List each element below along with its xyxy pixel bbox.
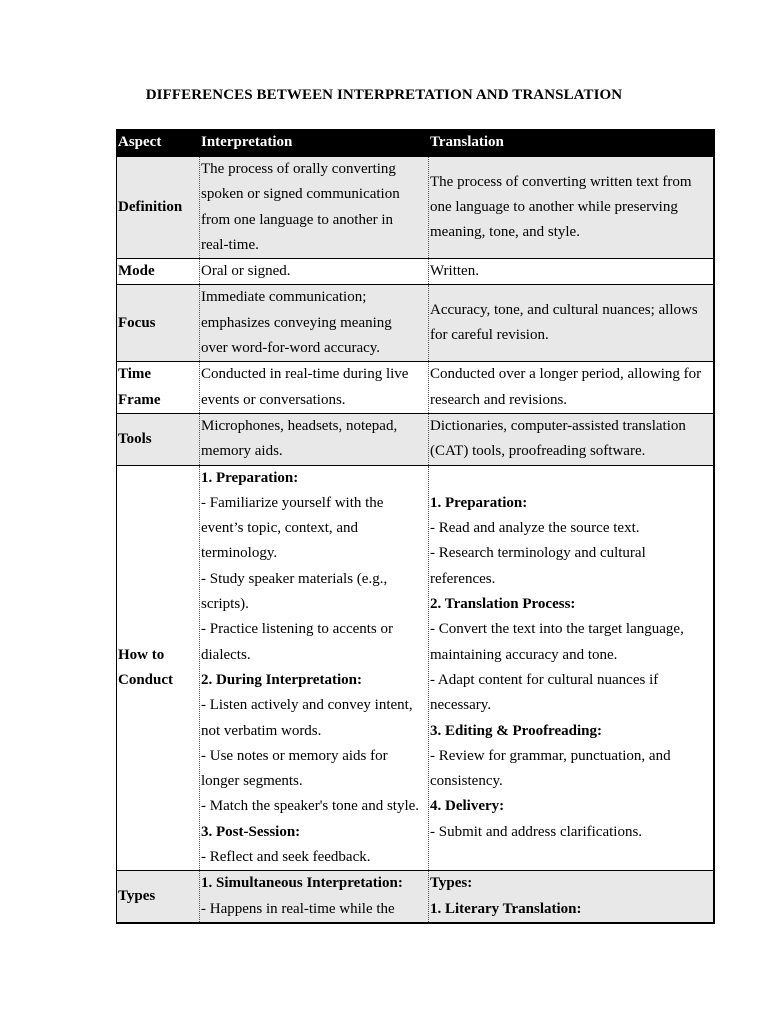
cell-line: spoken or signed communication	[201, 186, 400, 203]
comparison-table	[116, 129, 715, 924]
cell-line: 3. Post-Session:	[201, 823, 301, 840]
cell-line: 3. Editing & Proofreading:	[430, 722, 602, 739]
cell-line: meaning, tone, and style.	[430, 224, 580, 241]
cell-line: - Use notes or memory aids for	[201, 747, 388, 764]
cell-line: Focus	[118, 314, 156, 331]
cell-line: maintaining accuracy and tone.	[430, 646, 618, 663]
cell-line: necessary.	[430, 697, 492, 714]
cell-line: Accuracy, tone, and cultural nuances; allows	[430, 302, 698, 319]
cell-line: from one language to another in	[201, 211, 394, 228]
cell-line: 1. Preparation:	[430, 494, 528, 511]
table-header-row	[117, 129, 714, 157]
table-row	[117, 285, 714, 362]
cell-line: Types	[118, 887, 156, 904]
table-row	[117, 362, 714, 414]
cell-line: - Happens in real-time while the	[201, 900, 395, 917]
cell-line: terminology.	[201, 545, 278, 562]
cell-line: Conducted over a longer period, allowing for	[430, 366, 702, 383]
cell-line: Mode	[118, 263, 155, 280]
cell-line: 1. Literary Translation:	[430, 900, 582, 917]
cell-line: Written.	[430, 263, 479, 280]
cell-line: (CAT) tools, proofreading software.	[430, 443, 646, 460]
header-aspect: Aspect	[117, 129, 200, 157]
aspect-cell	[117, 871, 200, 923]
cell-line: - Study speaker materials (e.g.,	[201, 570, 388, 587]
cell-line: - Adapt content for cultural nuances if	[430, 671, 659, 688]
cell-line: Oral or signed.	[201, 263, 291, 280]
cell-line: consistency.	[430, 773, 503, 790]
header-interpretation: Interpretation	[200, 129, 429, 157]
table-row	[117, 259, 714, 285]
cell-line: 1. Preparation:	[201, 469, 299, 486]
interpretation-cell	[200, 285, 429, 362]
cell-line: Microphones, headsets, notepad,	[201, 417, 398, 434]
interpretation-cell	[200, 465, 429, 871]
cell-line: events or conversations.	[201, 391, 346, 408]
cell-line: Conduct	[118, 671, 174, 688]
cell-line: dialects.	[201, 646, 251, 663]
cell-line: - Submit and address clarifications.	[430, 823, 643, 840]
cell-line: - Review for grammar, punctuation, and	[430, 747, 671, 764]
aspect-cell	[117, 465, 200, 871]
translation-cell	[429, 413, 714, 465]
table-row	[117, 157, 714, 259]
cell-line: Dictionaries, computer-assisted translation	[430, 417, 686, 434]
translation-cell	[429, 285, 714, 362]
aspect-cell	[117, 259, 200, 285]
page-title: DIFFERENCES BETWEEN INTERPRETATION AND TRANSLATION	[145, 87, 623, 103]
cell-line: real-time.	[201, 236, 259, 253]
cell-line: Types:	[430, 875, 473, 892]
aspect-cell	[117, 362, 200, 414]
interpretation-cell	[200, 871, 429, 923]
cell-line: Frame	[118, 391, 161, 408]
cell-line: emphasizes conveying meaning	[201, 314, 392, 331]
cell-line: - Match the speaker's tone and style.	[201, 798, 420, 815]
aspect-cell	[117, 285, 200, 362]
cell-line: How to	[118, 646, 165, 663]
translation-cell	[429, 871, 714, 923]
translation-cell	[429, 157, 714, 259]
cell-line: 4. Delivery:	[430, 798, 505, 815]
cell-line: one language to another while preserving	[430, 198, 678, 215]
table-row	[117, 465, 714, 871]
cell-line: longer segments.	[201, 773, 303, 790]
cell-line: Tools	[118, 430, 152, 447]
cell-line: - Listen actively and convey intent,	[201, 697, 413, 714]
cell-line: - Read and analyze the source text.	[430, 520, 640, 537]
cell-line: memory aids.	[201, 443, 283, 460]
aspect-cell	[117, 413, 200, 465]
interpretation-cell	[200, 413, 429, 465]
table-row	[117, 871, 714, 923]
header-translation: Translation	[429, 129, 714, 157]
table-body	[117, 157, 714, 923]
interpretation-cell	[200, 259, 429, 285]
table-row	[117, 413, 714, 465]
aspect-cell	[117, 157, 200, 259]
cell-line: Conducted in real-time during live	[201, 366, 409, 383]
cell-line: The process of orally converting	[201, 161, 396, 177]
interpretation-cell	[200, 362, 429, 414]
cell-line: - Convert the text into the target language,	[430, 621, 684, 638]
translation-cell	[429, 259, 714, 285]
cell-line: Definition	[118, 198, 183, 215]
cell-line: over word-for-word accuracy.	[201, 340, 381, 357]
cell-line: for careful revision.	[430, 327, 549, 344]
cell-line: 2. Translation Process:	[430, 596, 576, 613]
cell-line: Immediate communication;	[201, 289, 367, 306]
cell-line: - Practice listening to accents or	[201, 621, 394, 638]
cell-line: event’s topic, context, and	[201, 520, 359, 537]
cell-line: Time	[118, 366, 152, 383]
cell-line: - Reflect and seek feedback.	[201, 849, 371, 866]
cell-line: 1. Simultaneous Interpretation:	[201, 875, 403, 892]
cell-line: - Research terminology and cultural	[430, 545, 646, 562]
cell-line: - Familiarize yourself with the	[201, 494, 384, 511]
translation-cell	[429, 362, 714, 414]
cell-line: references.	[430, 570, 496, 587]
cell-line: The process of converting written text from	[430, 173, 692, 190]
interpretation-cell	[200, 157, 429, 259]
translation-cell	[429, 465, 714, 871]
cell-line: 2. During Interpretation:	[201, 671, 362, 688]
cell-line: research and revisions.	[430, 391, 568, 408]
cell-line: scripts).	[201, 596, 249, 613]
cell-line: not verbatim words.	[201, 722, 322, 739]
